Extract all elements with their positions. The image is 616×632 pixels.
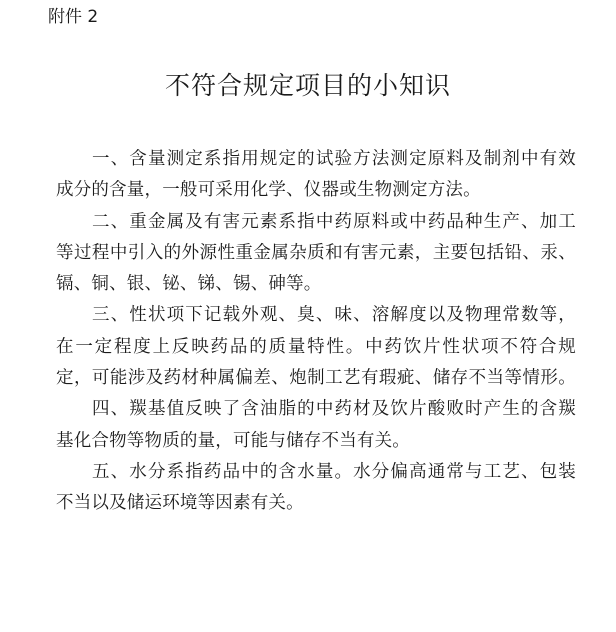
paragraph-line: 镉、铜、银、铋、锑、锡、砷等。 xyxy=(56,274,322,295)
paragraph-line: 四、羰基值反映了含油脂的中药材及饮片酸败时产生的含羰 xyxy=(92,399,576,420)
paragraph-line: 三、性状项下记载外观、臭、味、溶解度以及物理常数等， xyxy=(92,305,576,326)
paragraph-characteristics xyxy=(56,300,576,394)
paragraph-content-determination xyxy=(56,144,576,207)
paragraph-heavy-metals xyxy=(56,207,576,301)
paragraph-moisture xyxy=(56,457,576,520)
document-title: 不符合规定项目的小知识 xyxy=(164,71,451,100)
paragraph-line: 二、重金属及有害元素系指中药原料或中药品种生产、加工 xyxy=(92,211,576,232)
paragraph-line: 基化合物等物质的量，可能与储存不当有关。 xyxy=(56,430,410,451)
paragraph-line: 定，可能涉及药材种属偏差、炮制工艺有瑕疵、储存不当等情形。 xyxy=(56,368,576,389)
paragraph-carbonyl-value xyxy=(56,394,576,457)
paragraph-line: 一、含量测定系指用规定的试验方法测定原料及制剂中有效 xyxy=(92,149,576,169)
document-body xyxy=(56,144,576,520)
paragraph-line: 在一定程度上反映药品的质量特性。中药饮片性状项不符合规 xyxy=(56,336,576,357)
paragraph-line: 等过程中引入的外源性重金属杂质和有害元素，主要包括铅、汞、 xyxy=(56,242,576,263)
paragraph-line: 五、水分系指药品中的含水量。水分偏高通常与工艺、包装 xyxy=(92,461,576,482)
paragraph-line: 不当以及储运环境等因素有关。 xyxy=(56,493,304,514)
attachment-label: 附件 2 xyxy=(48,7,99,27)
paragraph-line: 成分的含量，一般可采用化学、仪器或生物测定方法。 xyxy=(56,180,481,201)
